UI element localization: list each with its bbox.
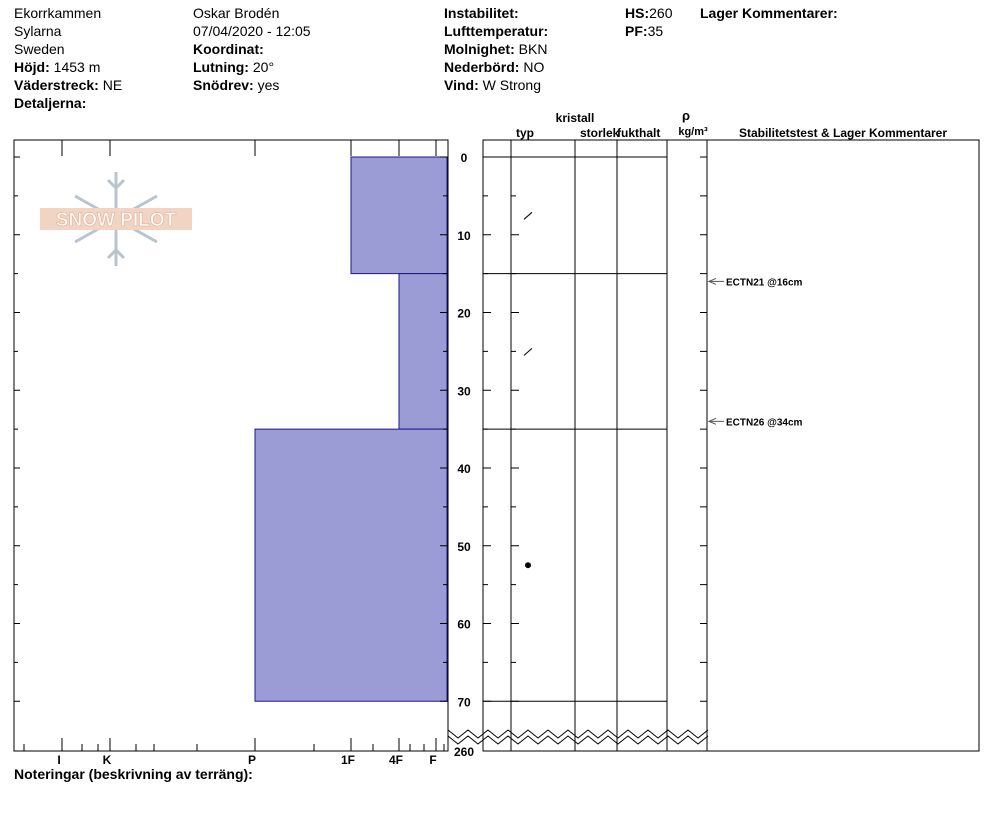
depth-tick-label: 10 [457,228,471,243]
precip-value: NO [523,59,545,75]
pf-label: PF: [625,23,648,39]
col-header-moisture: fukthalt [617,126,661,140]
layer-comments-label: Lager Kommentarer: [700,5,838,21]
coordinate-label: Koordinat: [193,41,264,57]
cloud-label: Molnighet: [444,41,515,57]
hardness-bar-1 [399,274,447,430]
country-name: Sweden [14,41,65,57]
air-temp-label: Lufttemperatur: [444,23,549,39]
slope-value: 20° [252,59,275,75]
depth-tick-label: 40 [457,462,471,476]
hardness-tick-label: I [57,753,61,767]
depth-tick-label: 30 [457,384,471,399]
aspect-value: NE [102,77,123,93]
depth-break-label: 260 [453,745,475,759]
drift-label: Snödrev: [193,77,254,93]
hardness-bar-0 [351,157,447,274]
layer-table-frame [483,140,979,751]
hardness-tick-label: 4F [388,753,404,767]
area-name: Sylarna [14,23,62,39]
grain-symbol-slash [524,348,532,355]
observer-name: Oskar Brodén [193,5,280,21]
col-header-type: typ [516,126,534,140]
precip-label: Nederbörd: [444,59,520,75]
cloud-value: BKN [518,41,548,57]
details-label: Detaljerna: [14,95,87,111]
grain-symbol-round [525,562,531,568]
slope-label: Lutning: [193,59,249,75]
pf-value: 35 [647,23,664,39]
logo-text: SNOW PILOT [55,210,177,231]
instability-label: Instabilitet: [444,5,519,21]
depth-tick-label: 50 [457,539,471,554]
col-header-size: storlek [580,126,620,140]
elevation-label: Höjd: [14,59,50,75]
col-header-rho: ρ [681,108,691,123]
hardness-tick-label: P [247,753,257,767]
hardness-tick-label: K [102,753,112,767]
drift-value: yes [257,77,280,93]
test-label: ECTN21 @16cm [726,277,803,289]
wind-value: W Strong [482,77,541,93]
test-label: ECTN26 @34cm [726,417,803,429]
terrain-notes-label: Noteringar (beskrivning av terräng): [14,766,253,782]
axis-break-lower [448,736,708,744]
elevation-value: 1453 m [53,59,101,75]
wind-label: Vind: [444,77,479,93]
depth-tick-label: 60 [457,617,471,632]
col-header-crystal: kristall [555,111,595,125]
hs-value: 260 [649,5,673,21]
aspect-label: Väderstreck: [14,77,99,93]
hardness-tick-label: F [429,753,437,767]
col-header-density: kg/m³ [678,126,708,138]
hardness-bar-2 [255,429,447,701]
hs-label: HS: [625,5,650,21]
grain-symbol-slash [524,212,532,219]
hardness-tick-label: 1F [340,753,356,767]
col-header-stability: Stabilitetstest & Lager Kommentarer [738,126,948,140]
location-name: Ekorrkammen [14,5,102,21]
depth-tick-label: 20 [457,306,471,321]
depth-tick-label: 70 [457,695,471,710]
depth-tick-label: 0 [460,151,468,165]
observation-datetime: 07/04/2020 - 12:05 [193,23,311,39]
